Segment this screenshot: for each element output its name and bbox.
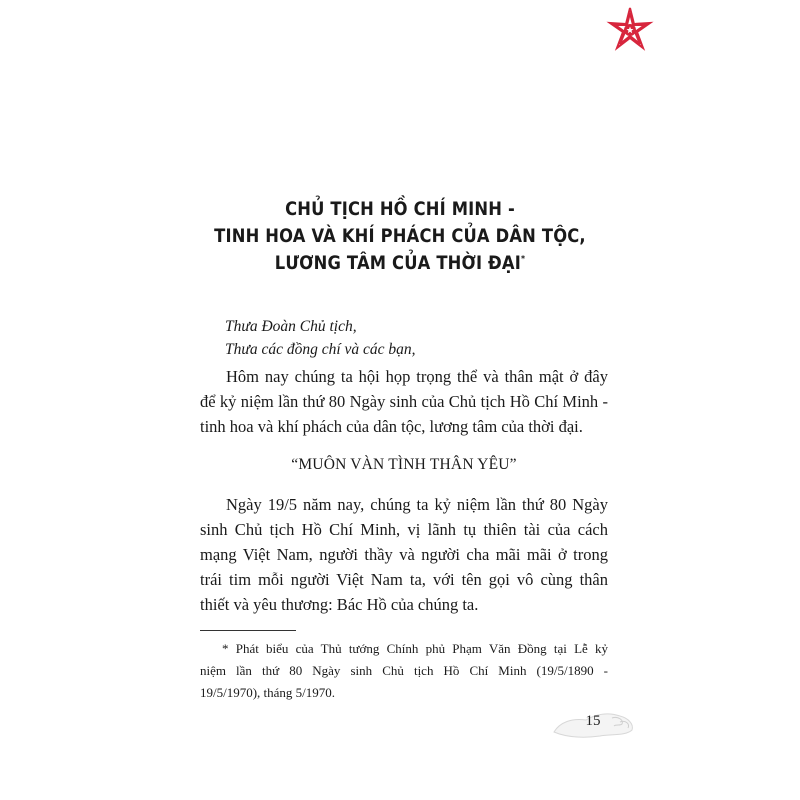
paragraph-1-line: Hôm nay chúng ta hội họp trọng thể và thân mật ở đây — [226, 367, 608, 386]
title-line-2: TINH HOA VÀ KHÍ PHÁCH CỦA DÂN TỘC, — [214, 225, 586, 247]
footnote-line: 19/5/1970), tháng 5/1970. — [200, 685, 336, 700]
publisher-star-logo-icon — [606, 6, 654, 54]
page-number: 15 — [585, 713, 601, 729]
title-line-1: CHỦ TỊCH HỒ CHÍ MINH - — [285, 198, 515, 220]
section-subheading: “MUÔN VÀN TÌNH THÂN YÊU” — [291, 456, 517, 473]
salutation-line-2: Thưa các đồng chí và các bạn, — [225, 341, 416, 358]
salutation — [225, 315, 605, 361]
paragraph-2-line: mạng Việt Nam, người thầy và người cha mãi mãi ở trong — [200, 545, 608, 564]
paragraph-2-line: trái tim mỗi người Việt Nam ta, với tên gọi vô cùng thân — [200, 570, 608, 589]
footnote-divider — [200, 630, 296, 631]
salutation-line-1: Thưa Đoàn Chủ tịch, — [225, 318, 357, 335]
paragraph-2-line: thiết và yêu thương: Bác Hồ của chúng ta. — [200, 595, 479, 614]
chapter-title — [185, 196, 615, 277]
paragraph-2-line: Ngày 19/5 năm nay, chúng ta kỷ niệm lần thứ 80 Ngày — [226, 495, 608, 514]
paragraph-1-line: để kỷ niệm lần thứ 80 Ngày sinh của Chủ tịch Hồ Chí Minh - — [200, 392, 608, 411]
paragraph-1-line: tinh hoa và khí phách của dân tộc, lương tâm của thời đại. — [200, 417, 583, 436]
title-line-3 — [185, 250, 615, 277]
footnote-line: niệm lần thứ 80 Ngày sinh Chủ tịch Hồ Chí Minh (19/5/1890 - — [200, 663, 608, 678]
footnote — [200, 638, 608, 704]
footnote-line: * Phát biểu của Thủ tướng Chính phủ Phạm Văn Đồng tại Lễ kỷ — [222, 641, 608, 656]
title-line-3-text: LƯƠNG TÂM CỦA THỜI ĐẠI — [274, 252, 522, 274]
paragraph-1 — [200, 364, 608, 439]
title-footnote-mark: * — [521, 254, 526, 265]
paragraph-2-line: sinh Chủ tịch Hồ Chí Minh, vị lãnh tụ thiên tài của cách — [200, 520, 608, 539]
paragraph-2 — [200, 492, 608, 617]
